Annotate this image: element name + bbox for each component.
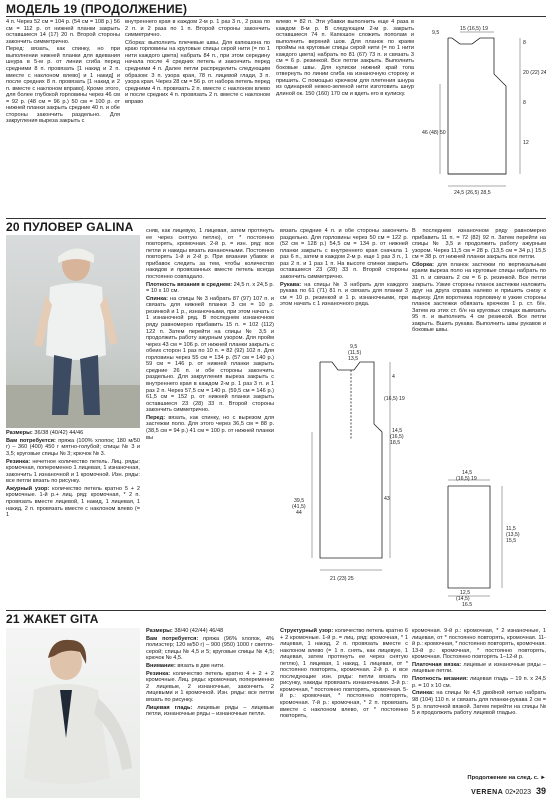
paragraph — [146, 282, 274, 295]
diagram-label: (16,5) 19 — [456, 476, 477, 482]
diagram-label: 15,5 — [506, 538, 517, 544]
diagram-label: 8 — [523, 40, 526, 46]
continued-note[interactable] — [412, 775, 546, 781]
paragraph — [146, 415, 274, 441]
value: пряжа (96% хлопок, 4% полиэстер; 120 м/50 г) – 900 (950) 1000 г светло-серой; спицы № 4,5 и 5; круговые спицы № 4,5; крючок № 4,5. — [146, 635, 274, 662]
label: Размеры: — [6, 430, 33, 436]
paragraph: сняв, как лицевую, 1 лицевая, затем протянуть ее через снятую петлю), от * постоянно повторять, кромочная. 2-й р. = изн. ряд: все петли и накиды вязать изнаночными. Постоянно повторять 1-й и 2-й р. При вязании убавок и прибавок следить за тем, чтобы количество накидов и провязанных вместе петель всегда постоянно совпадало. — [146, 228, 274, 280]
paragraph — [146, 671, 274, 704]
label: Плотность вязания: — [412, 676, 468, 683]
paragraph — [146, 636, 274, 662]
section-20-title: 20 ПУЛОВЕР GALINA — [6, 220, 134, 234]
diagram-label: 13,5 — [348, 356, 359, 362]
label: Сборка: — [412, 261, 435, 268]
paragraph — [146, 705, 274, 718]
value: количество петель кратно 5 + 2 кромочные. 1-й р.+ лиц. ряд: кромочная, * 2 п. провязать вместе лицевой, 1 накид, 1 лицевая, 1 накид, 2 п. провязать вместе с наклоном влево (= 1 — [6, 485, 140, 519]
section-20-body-diagram — [290, 340, 408, 602]
section-19-pattern-diagram — [420, 24, 546, 214]
sizes-line — [6, 430, 140, 437]
magazine-name: VERENA — [471, 789, 504, 796]
section-21-photo — [6, 628, 140, 798]
label: Платочная вязка: — [412, 661, 462, 668]
diagram-label: 14,5 — [462, 470, 473, 476]
diagram-label: 39,5 — [294, 498, 305, 504]
value: пряжа (100% хлопок; 180 м/50 г) – 360 (400) 450 г мятно-голубой; спицы № 3 и 3,5; круговые спицы № 3; крючок № 3. — [6, 437, 140, 457]
diagram-label: 24,5 (26,5) 28,5 — [454, 190, 491, 196]
paragraph — [6, 459, 140, 485]
label: Внимание: — [146, 663, 176, 670]
section-21-top-rule — [6, 610, 546, 611]
section-20-left-column — [6, 430, 140, 606]
section-19-column-2 — [125, 19, 270, 215]
paragraph — [412, 690, 546, 716]
diagram-label: 4 — [392, 374, 395, 380]
issue-number: 02•2023 — [505, 789, 532, 796]
paragraph — [412, 662, 546, 675]
value: на спицы № 3 набрать для каждого рукава по 61 (71) 81 п. и связать для планки 3 см = 10 р. резинкой и 1 р. изнаночными, при этом начать с 1 изнаночного ряда. — [280, 281, 408, 308]
value: вязать в две нити. — [177, 663, 225, 670]
section-21-header — [6, 612, 206, 626]
value: 36/38 (40/42) 44/46 — [34, 430, 84, 436]
diagram-label: (13,5) — [506, 532, 520, 538]
label: Спинка: — [412, 690, 435, 697]
paragraph: Сборка: выполнить плечевые швы. Для капюшона по краю горловины на круговые спицы серой нити (= по 1 нити каждого цвета) набрать 84 п., при этом середину начала после 4 средних петель и закончить перед средними 4 п. Далее петли распределить следующим образом: 3 п. узора края, 78 п. лицевой глади, 3 п. узора края. Через 28 см = 56 р. от набора петель перед средними 4 п. провязать 2 п. вместе с наклоном влево и после средних 4 п. провязать 2 п. вместе с наклоном вправо — [125, 39, 270, 105]
value: для планок застежки по вертикальным краям выреза поло на круговые спицы набрать по 31 п. и связать 2 см = 6 р. резинкой. Все петли закрыть. Узкие стороны планок застежки наложить друг на друга справа налево и пришить снизу к вырезу. Для воротника горловину в узкие стороны планок застежки обвязать крючком 1 р. ст. б/н. Затем из этих ст. б/н на круговых спицах вывязать 95 п. и выполнить 4 см резинкой. Все петли закрыть. Вшить рукава. Выполнить швы рукавов и боковые швы. — [412, 261, 546, 334]
paragraph: вязать средние 4 п. и обе стороны закончить раздельно. Для горловины через 50 см = 122 р. (52 см = 128 р.) 54,5 см = 134 р. от нижней планки закрыть с внутреннего края сначала 1 раз 6 п., затем в каждом 2-м р. еще 1 раз 3 п., 1 раз 2 п. и 1 раз 1 п. На высоте спинки закрыть оставшиеся 23 (28) 33 п. Второй стороны закончить симметрично. — [280, 228, 408, 280]
page-footer — [412, 786, 546, 796]
label: Рукава: — [280, 281, 302, 288]
section-19-column-3 — [276, 19, 414, 215]
paragraph: В последнем изнаночном ряду равномерно прибавить 11 п. = 72 (82) 92 п. Затем перейти на спицы № 3,5 и продолжить работу ажурным узором. Через 11,5 см = 28 р. (13,5 см = 34 р.) 15,5 см = 38 р. от нижней планки закрыть все петли. — [412, 228, 546, 261]
diagram-label: 18,5 — [390, 440, 401, 446]
diagram-label: 11,5 — [506, 526, 516, 532]
section-19-header — [6, 2, 546, 16]
section-21-column-1 — [146, 628, 274, 788]
paragraph: 4 п. Через 52 см = 104 р. (54 см = 108 р.) 56 см = 112 р. от нижней планки закрыть оставшиеся 14 (17) 20 п. Второй стороны закончить симметрично. — [6, 19, 120, 45]
section-20-photo — [6, 235, 140, 428]
section-19-rule — [6, 16, 546, 17]
value: 24,5 п. х 24,5 р. = 10 х 10 см. — [146, 281, 274, 295]
label: Структурный узор: — [280, 628, 334, 634]
value: вязать, как спинку, но с вырезом для застежки поло. Для этого через 36,5 см = 88 р. (38,5 см = 94 р.) 41 см = 100 р. от нижней планки вы — [146, 414, 274, 441]
label: Вам потребуется: — [6, 437, 56, 444]
value: лицевые и изнаночные ряды – лицевые петли. — [412, 661, 546, 675]
value: количество петель кратно 6 + 2 кромочные. 1-й р. = лиц. ряд: кромочная, * 1 лицевая, 1 накид, 2 п. провязать вместе с наклоном влево (= 1 п. снять, как лицевую, 1 лицевая, затем протянуть ее через снятую петлю), 1 лицевая, 1 накид, 1 лицевая, от * постоянно повторять, кромочная. 2-й р. и все последующие изн. ряды: петли вязать по рисунку, накиды провязать изнаночными. 3-й р.: кромочная, * постоянно повторять, кромочная. 5-й р.: кромочная, * постоянно повторять, кромочная. 7-й р.: кромочная, * 2 п. провязать вместе с наклоном влево, от * постоянно повторять, — [280, 628, 408, 720]
value: лицевые ряды – лицевые петли, изнаночные ряды – изнаночные петли. — [146, 704, 274, 718]
sizes-line — [146, 628, 274, 635]
label: Лицевая гладь: — [146, 704, 193, 711]
paragraph: внутреннего края в каждом 2-м р. 1 раз 3 п., 2 раза по 2 п. и 2 раза по 1 п. Второй стороны закончить симметрично. — [125, 19, 270, 39]
value: на спицы № 4,5 двойной нитью набрать 98 (104) 110 п. и связать для планки-рукава 2 см = 5 р. платочной вязкой. Затем перейти на спицы № 5 и продолжить работу лицевой гладью. — [412, 690, 546, 717]
diagram-label: 12,5 — [460, 590, 471, 596]
diagram-label: 8 — [523, 100, 526, 106]
diagram-label: 21 (23) 25 — [330, 576, 354, 582]
diagram-label: 16,5 — [462, 602, 473, 606]
paragraph — [280, 628, 408, 720]
diagram-label: 43 — [384, 496, 390, 502]
paragraph — [6, 438, 140, 458]
section-19-column-1 — [6, 19, 120, 215]
section-21-column-3 — [412, 628, 546, 774]
diagram-label: 9,5 — [432, 30, 440, 36]
diagram-label: 46 (48) 50 — [422, 130, 446, 136]
label: Вам потребуется: — [146, 635, 199, 642]
diagram-label: (11,5) — [348, 350, 362, 356]
paragraph — [412, 262, 546, 334]
value: 38/40 (42/44) 46/48 — [174, 628, 224, 634]
value: нечетное количество петель. Лиц. ряды: кромочная, попеременно 1 лицевая, 1 изнаночная, закончить 1 изнаночной и 1 кромочной. Изн. ряды: все петли вязать по рисунку. — [6, 458, 140, 485]
section-21-column-2 — [280, 628, 408, 788]
continued-text: Продолжение на след. с. — [467, 775, 539, 781]
paragraph — [280, 282, 408, 308]
section-21-title: 21 ЖАКЕТ GITA — [6, 612, 99, 626]
diagram-label: 12 — [523, 140, 529, 146]
label: Спинка: — [146, 295, 169, 302]
value: на спицы № 3 набрать 87 (97) 107 п. и связать для нижней планки 3 см = 10 р. резинкой и 1 р., изнаночными, при этом начать с 1 изнаночной ряд. В последнем изнаночном ряду равномерно прибавить 15 п. = 102 (112) 122 п. Затем перейти на спицы № 3,5 и продолжить работу ажурным узором. Для пройм через 43 см = 106 р. от нижней планки закрыть с обеих сторон 1 раз по 10 п. = 82 (92) 102 п. Для горловины через 55 см = 134 р. (57 см = 140 р.) 59 см = 146 р. от нижней планки закрыть средние 26 п. и обе стороны закончить раздельно. Для закругления выреза закрыть с внутреннего края в каждом 2-м р. 1 раз 3 п. и 1 раз 2 п. Через 57,5 см = 140 р. (59,5 см = 146 р.) 61,5 см = 152 р. от нижней планки закрыть оставшиеся 23 (28) 33 п. Второй стороны закончить симметрично. — [146, 295, 274, 414]
section-19-title: МОДЕЛЬ 19 (ПРОДОЛЖЕНИЕ) — [6, 2, 188, 16]
paragraph — [412, 676, 546, 689]
paragraph: Перед: вязать, как спинку, но при выполнении нижней планки для вдевания шнура в 5-м р. от линии сгиба перед средними 8 п. провязать [1 накид и 2 п. вместе с наклоном влево] и 1 накид] и после средних 8 п. провязать [1 накид и 2 п. вместе с наклоном вправо]. Кроме этого, для более глубокой горловины через 46 см = 92 р. (48 см = 96 р.) 50 см = 100 р. от нижней планки закрыть средние 40 п. и обе стороны закончить раздельно. Для закругления выреза закрыть с — [6, 46, 120, 125]
label: Резинка: — [146, 670, 171, 677]
section-20-middle-column — [146, 228, 274, 606]
diagram-label: (41,5) — [292, 504, 306, 510]
arrow-right-icon: ► — [540, 775, 546, 781]
label: Резинка: — [6, 458, 31, 465]
diagram-label: (16,5) 19 — [384, 396, 405, 402]
label: Плотность вязания в среднем: — [146, 281, 232, 288]
diagram-label: (16,5) — [390, 434, 404, 440]
label: Размеры: — [146, 628, 173, 634]
paragraph — [6, 486, 140, 519]
diagram-label: 20 (22) 24 — [523, 70, 546, 76]
paragraph — [146, 663, 274, 670]
page-number: 39 — [535, 786, 546, 796]
diagram-label: 9,5 — [350, 344, 358, 350]
value: лицевая гладь – 19 п. x 24,5 р. = 10 х 10 см. — [412, 676, 546, 689]
paragraph: влево = 82 п. Эти убавки выполнить еще 4 раза в каждом 8-м р. В следующем 2-м р. закрыть оставшиеся 74 п. Капюшон сложить пополам и выполнить верхний шов. Для планок по краям проймы на круговые спицы серой нити (= по 1 нити каждого цвета) набрать по 81 (67) 73 п. и связать 3 см = 6 р. резинкой. Все петли закрыть. Выполнить боковые швы. Для кулиски нижний край топа отвернуть по линии сгиба на изнаночную сторону и пришить. С помощью крючком для плетения шнура из одинарной нежно-зеленой нити изготовить шнур длиной ок. 150 (160) 170 см и вдеть его в кулиску. — [276, 19, 414, 98]
label: Ажурный узор: — [6, 485, 50, 492]
label: Перед: — [146, 414, 166, 421]
value: количество петель кратно 4 + 2 + 2 кромочные. Лиц. ряды: кромочная, попеременно 2 лицевые, 2 изнаночные, закончить 2 лицевыми и 1 кромочной. Изн. ряды: все петли вязать по рисунку. — [146, 670, 274, 704]
diagram-label: 44 — [296, 510, 302, 516]
diagram-label: 14,5 — [392, 428, 403, 434]
diagram-label: 15 (16,5) 19 — [460, 26, 488, 32]
section-20-top-rule — [6, 218, 546, 219]
paragraph: кромочная. 9-й р.: кромочная, * 2 изнаночные, 1 лицевая, от * постоянно повторять, кромочная. 11-й р.: кромочная, * постоянно повторять, кромочная. 13-й р.: кромочная, * постоянно повторять, кромочная. Постоянно повторять 1–12-й р. — [412, 628, 546, 661]
paragraph — [146, 296, 274, 414]
section-20-third-column — [280, 228, 408, 338]
section-20-fourth-column — [412, 228, 546, 468]
section-20-sleeve-diagram — [412, 470, 546, 606]
diagram-label: (14,5) — [456, 596, 470, 602]
